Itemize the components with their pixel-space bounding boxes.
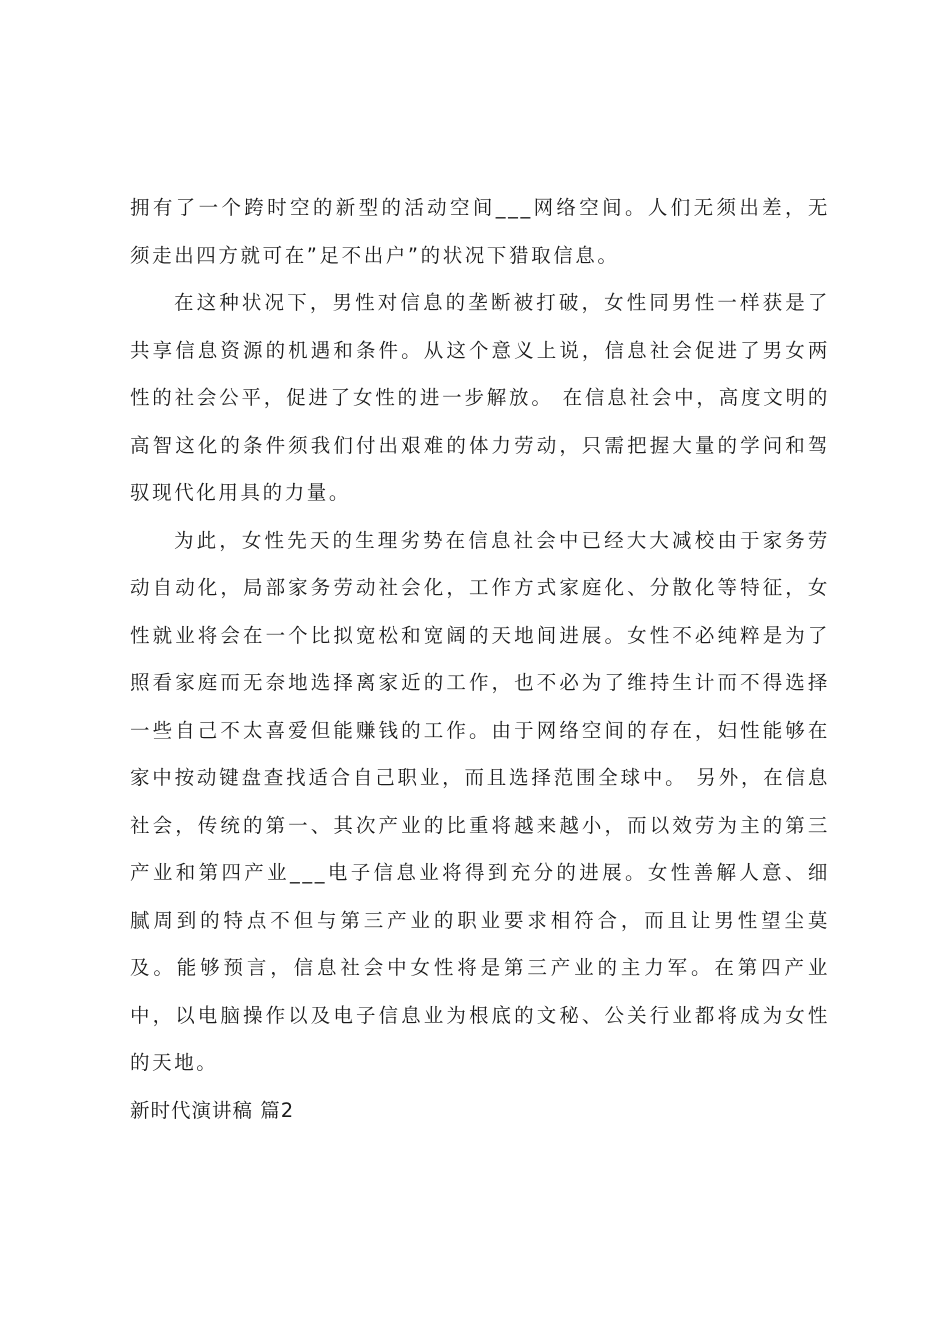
section-title: 新时代演讲稿 篇2 — [130, 1098, 295, 1122]
paragraph-continuation: 拥有了一个跨时空的新型的活动空间___网络空间。人们无须出差，无须走出四方就可在”足不出户”的状况下猎取信息。 — [130, 196, 830, 267]
paragraph-2: 在这种状况下，男性对信息的垄断被打破，女性同男性一样获是了共享信息资源的机遇和条件。从这个意义上说，信息社会促进了男女两性的社会公平，促进了女性的进一步解放。 在信息社会中，高度文明的高智这化的条件须我们付出艰难的体力劳动，只需把握大量的学问和驾驭现代化用具的力量。 — [130, 291, 830, 504]
paragraph-3: 为此，女性先天的生理劣势在信息社会中已经大大减校由于家务劳动自动化，局部家务劳动社会化，工作方式家庭化、分散化等特征，女性就业将会在一个比拟宽松和宽阔的天地间进展。女性不必纯粹是为了照看家庭而无奈地选择离家近的工作，也不必为了维持生计而不得选择一些自己不太喜爱但能赚钱的工作。由于网络空间的存在，妇性能够在家中按动键盘查找适合自己职业，而且选择范围全球中。 另外，在信息社会，传统的第一、其次产业的比重将越来越小，而以效劳为主的第三产业和第四产业___电子信息业将得到充分的进展。女性善解人意、细腻周到的特点不但与第三产业的职业要求相符合，而且让男性望尘莫及。能够预言，信息社会中女性将是第三产业的主力军。在第四产业中，以电脑操作以及电子信息业为根底的文秘、公关行业都将成为女性的天地。 — [130, 528, 830, 1074]
document-body — [130, 184, 830, 1134]
